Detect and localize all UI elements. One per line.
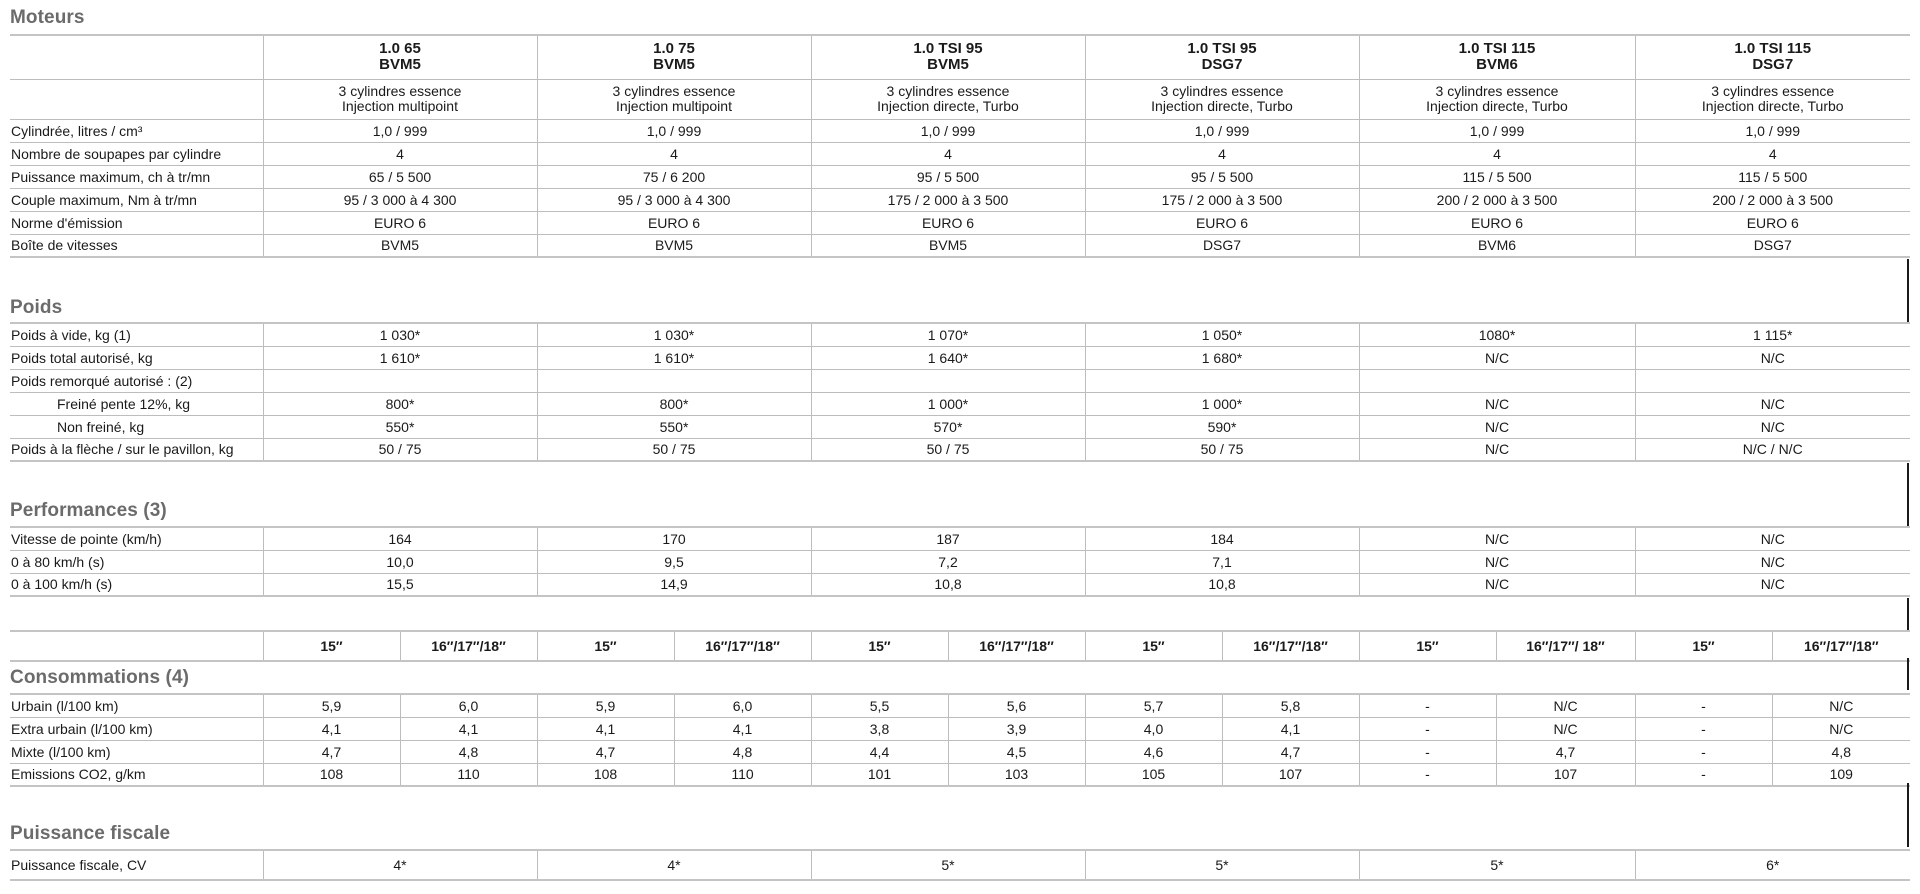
cell: 570* bbox=[811, 415, 1085, 438]
cell: - bbox=[1359, 763, 1496, 786]
cell: 1,0 / 999 bbox=[1635, 119, 1910, 142]
cell: N/C bbox=[1359, 550, 1635, 573]
cell: N/C bbox=[1496, 717, 1635, 740]
cell: N/C bbox=[1359, 438, 1635, 461]
engine-desc-row bbox=[10, 79, 1910, 119]
cell: 4,6 bbox=[1085, 740, 1222, 763]
engine-name: 1.0 TSI 95 bbox=[913, 40, 983, 58]
table-row bbox=[10, 850, 1910, 880]
cell: 4,1 bbox=[674, 717, 811, 740]
wheel-header: 16″/17″/18″ bbox=[1772, 631, 1910, 661]
table-row bbox=[10, 369, 1910, 392]
cell: N/C bbox=[1635, 392, 1910, 415]
cell: 50 / 75 bbox=[263, 438, 537, 461]
engine-desc-line: Injection directe, Turbo bbox=[877, 98, 1019, 114]
engine-desc-line: 3 cylindres essence bbox=[1435, 83, 1559, 99]
cell: 107 bbox=[1496, 763, 1635, 786]
cell: 7,1 bbox=[1085, 550, 1359, 573]
cell: 95 / 5 500 bbox=[1085, 165, 1359, 188]
table-row bbox=[10, 323, 1910, 346]
cell: 3,9 bbox=[948, 717, 1085, 740]
cell: 4,1 bbox=[537, 717, 674, 740]
cell: 110 bbox=[674, 763, 811, 786]
engine-desc-line: 3 cylindres essence bbox=[886, 83, 1010, 99]
engine-desc-line: Injection directe, Turbo bbox=[1426, 98, 1568, 114]
engine-header bbox=[263, 35, 537, 79]
cell bbox=[1635, 369, 1910, 392]
page-edge-line bbox=[1907, 598, 1909, 630]
cell: 800* bbox=[263, 392, 537, 415]
row-label: Poids total autorisé, kg bbox=[10, 346, 263, 369]
cell: 4 bbox=[1635, 142, 1910, 165]
fiscale-table bbox=[10, 849, 1910, 881]
engine-desc bbox=[1635, 79, 1910, 119]
cell: 1,0 / 999 bbox=[537, 119, 811, 142]
row-label: Puissance fiscale, CV bbox=[10, 850, 263, 880]
cell: EURO 6 bbox=[537, 211, 811, 234]
cell: BVM5 bbox=[537, 234, 811, 257]
row-label: Poids à la flèche / sur le pavillon, kg bbox=[10, 438, 263, 461]
wheel-header: 15″ bbox=[263, 631, 400, 661]
cell: N/C bbox=[1359, 573, 1635, 596]
cell: 1,0 / 999 bbox=[811, 119, 1085, 142]
cell: 95 / 3 000 à 4 300 bbox=[263, 188, 537, 211]
engine-desc-line: Injection directe, Turbo bbox=[1701, 98, 1844, 114]
cell: EURO 6 bbox=[1085, 211, 1359, 234]
cell: EURO 6 bbox=[1359, 211, 1635, 234]
cell: 6,0 bbox=[400, 694, 537, 717]
cell: 4 bbox=[811, 142, 1085, 165]
cell: 7,2 bbox=[811, 550, 1085, 573]
engine-header bbox=[1085, 35, 1359, 79]
cell bbox=[263, 369, 537, 392]
engine-name-row bbox=[10, 35, 1910, 79]
page-edge-line bbox=[1907, 463, 1909, 526]
cell: 109 bbox=[1772, 763, 1910, 786]
cell: 175 / 2 000 à 3 500 bbox=[1085, 188, 1359, 211]
engine-header bbox=[811, 35, 1085, 79]
cell: 108 bbox=[537, 763, 674, 786]
engine-name: 1.0 75 bbox=[653, 40, 695, 58]
table-row bbox=[10, 119, 1910, 142]
corner-cell bbox=[10, 35, 263, 79]
cell: 200 / 2 000 à 3 500 bbox=[1359, 188, 1635, 211]
cell: 10,0 bbox=[263, 550, 537, 573]
cell: EURO 6 bbox=[263, 211, 537, 234]
cell: DSG7 bbox=[1635, 234, 1910, 257]
engine-gearbox: BVM6 bbox=[1476, 56, 1518, 74]
engine-gearbox: BVM5 bbox=[379, 56, 421, 74]
section-title-consommations: Consommations (4) bbox=[10, 667, 190, 688]
cell: N/C bbox=[1635, 527, 1910, 550]
cell: 5,9 bbox=[263, 694, 400, 717]
row-label: Emissions CO2, g/km bbox=[10, 763, 263, 786]
poids-table bbox=[10, 322, 1910, 462]
row-label: Extra urbain (l/100 km) bbox=[10, 717, 263, 740]
cell: 1 640* bbox=[811, 346, 1085, 369]
page-edge-line bbox=[1907, 259, 1909, 323]
table-row bbox=[10, 165, 1910, 188]
page-edge-line bbox=[1907, 783, 1909, 847]
table-row bbox=[10, 211, 1910, 234]
cell bbox=[811, 369, 1085, 392]
consommations-table bbox=[10, 693, 1910, 787]
cell: BVM6 bbox=[1359, 234, 1635, 257]
table-row bbox=[10, 694, 1910, 717]
cell: 1 610* bbox=[263, 346, 537, 369]
cell: - bbox=[1635, 694, 1772, 717]
cell bbox=[1359, 369, 1635, 392]
cell: 101 bbox=[811, 763, 948, 786]
cell: 4* bbox=[263, 850, 537, 880]
cell: 5,7 bbox=[1085, 694, 1222, 717]
cell: DSG7 bbox=[1085, 234, 1359, 257]
table-row bbox=[10, 392, 1910, 415]
cell: BVM5 bbox=[811, 234, 1085, 257]
cell: 184 bbox=[1085, 527, 1359, 550]
page-edge-line bbox=[1907, 658, 1909, 690]
cell: N/C bbox=[1359, 527, 1635, 550]
wheel-header: 15″ bbox=[1085, 631, 1222, 661]
table-row bbox=[10, 438, 1910, 461]
corner-cell bbox=[10, 631, 263, 661]
cell: 4,8 bbox=[674, 740, 811, 763]
cell: 1,0 / 999 bbox=[1359, 119, 1635, 142]
row-label: Couple maximum, Nm à tr/mn bbox=[10, 188, 263, 211]
cell: 5,8 bbox=[1222, 694, 1359, 717]
engine-gearbox: DSG7 bbox=[1752, 56, 1794, 74]
cell: 4,4 bbox=[811, 740, 948, 763]
engine-desc bbox=[1085, 79, 1359, 119]
cell: N/C bbox=[1635, 550, 1910, 573]
cell: 4,0 bbox=[1085, 717, 1222, 740]
table-row bbox=[10, 717, 1910, 740]
engine-desc-line: 3 cylindres essence bbox=[1711, 83, 1835, 99]
engine-desc-line: 3 cylindres essence bbox=[612, 83, 736, 99]
cell: 115 / 5 500 bbox=[1359, 165, 1635, 188]
cell: - bbox=[1359, 740, 1496, 763]
cell: N/C bbox=[1635, 415, 1910, 438]
cell: EURO 6 bbox=[811, 211, 1085, 234]
cell: EURO 6 bbox=[1635, 211, 1910, 234]
cell: 103 bbox=[948, 763, 1085, 786]
cell: 164 bbox=[263, 527, 537, 550]
cell: 1 030* bbox=[263, 323, 537, 346]
row-label: Freiné pente 12%, kg bbox=[10, 392, 263, 415]
cell: 3,8 bbox=[811, 717, 948, 740]
cell: N/C bbox=[1359, 392, 1635, 415]
cell: N/C bbox=[1496, 694, 1635, 717]
cell: 95 / 3 000 à 4 300 bbox=[537, 188, 811, 211]
cell: 4,7 bbox=[263, 740, 400, 763]
row-label: 0 à 100 km/h (s) bbox=[10, 573, 263, 596]
cell: - bbox=[1635, 717, 1772, 740]
cell: 1 610* bbox=[537, 346, 811, 369]
section-title-performances: Performances (3) bbox=[10, 500, 167, 521]
cell: 75 / 6 200 bbox=[537, 165, 811, 188]
cell: 6* bbox=[1635, 850, 1910, 880]
row-label: Nombre de soupapes par cylindre bbox=[10, 142, 263, 165]
wheel-header: 15″ bbox=[811, 631, 948, 661]
cell: N/C bbox=[1772, 694, 1910, 717]
cell: 4,8 bbox=[400, 740, 537, 763]
cell: 1 680* bbox=[1085, 346, 1359, 369]
cell: 1 000* bbox=[811, 392, 1085, 415]
engine-desc bbox=[811, 79, 1085, 119]
engine-name: 1.0 TSI 115 bbox=[1458, 40, 1536, 58]
engine-desc-line: 3 cylindres essence bbox=[1160, 83, 1284, 99]
cell: 550* bbox=[537, 415, 811, 438]
engine-desc-line: Injection multipoint bbox=[616, 98, 732, 114]
engine-gearbox: BVM5 bbox=[653, 56, 695, 74]
cell: 95 / 5 500 bbox=[811, 165, 1085, 188]
row-label: Puissance maximum, ch à tr/mn bbox=[10, 165, 263, 188]
cell: - bbox=[1359, 694, 1496, 717]
cell: 4,7 bbox=[1222, 740, 1359, 763]
wheel-header: 16″/17″/18″ bbox=[400, 631, 537, 661]
engine-gearbox: DSG7 bbox=[1201, 56, 1243, 74]
cell: 1,0 / 999 bbox=[1085, 119, 1359, 142]
cell: - bbox=[1359, 717, 1496, 740]
row-label: Mixte (l/100 km) bbox=[10, 740, 263, 763]
cell bbox=[1085, 369, 1359, 392]
table-row bbox=[10, 415, 1910, 438]
cell: 4 bbox=[537, 142, 811, 165]
cell: 5* bbox=[1359, 850, 1635, 880]
cell: 1 030* bbox=[537, 323, 811, 346]
cell: 200 / 2 000 à 3 500 bbox=[1635, 188, 1910, 211]
table-row bbox=[10, 573, 1910, 596]
cell: 4,7 bbox=[1496, 740, 1635, 763]
row-label: Poids à vide, kg (1) bbox=[10, 323, 263, 346]
cell: 6,0 bbox=[674, 694, 811, 717]
engine-desc bbox=[1359, 79, 1635, 119]
table-row bbox=[10, 346, 1910, 369]
cell: N/C bbox=[1635, 346, 1910, 369]
cell: 4,1 bbox=[1222, 717, 1359, 740]
engine-name: 1.0 TSI 95 bbox=[1187, 40, 1257, 58]
table-row bbox=[10, 188, 1910, 211]
cell: 108 bbox=[263, 763, 400, 786]
table-row bbox=[10, 142, 1910, 165]
cell: 50 / 75 bbox=[1085, 438, 1359, 461]
cell: 5,6 bbox=[948, 694, 1085, 717]
section-title-moteurs: Moteurs bbox=[10, 7, 85, 28]
cell: 4 bbox=[1085, 142, 1359, 165]
cell: 4 bbox=[263, 142, 537, 165]
table-row bbox=[10, 234, 1910, 257]
cell: 187 bbox=[811, 527, 1085, 550]
cell: 4 bbox=[1359, 142, 1635, 165]
cell: 1 115* bbox=[1635, 323, 1910, 346]
cell: 800* bbox=[537, 392, 811, 415]
cell: 9,5 bbox=[537, 550, 811, 573]
wheel-header: 15″ bbox=[537, 631, 674, 661]
table-row bbox=[10, 550, 1910, 573]
table-row bbox=[10, 527, 1910, 550]
cell: 105 bbox=[1085, 763, 1222, 786]
cell: BVM5 bbox=[263, 234, 537, 257]
wheel-header: 16″/17″/18″ bbox=[1222, 631, 1359, 661]
table-row bbox=[10, 763, 1910, 786]
cell: 110 bbox=[400, 763, 537, 786]
performances-table bbox=[10, 526, 1910, 597]
wheel-header: 16″/17″/ 18″ bbox=[1496, 631, 1635, 661]
engine-desc-line: Injection multipoint bbox=[342, 98, 458, 114]
row-label: 0 à 80 km/h (s) bbox=[10, 550, 263, 573]
engine-desc-line: 3 cylindres essence bbox=[338, 83, 462, 99]
cell: 5,9 bbox=[537, 694, 674, 717]
row-label: Non freiné, kg bbox=[10, 415, 263, 438]
wheel-header: 16″/17″/18″ bbox=[674, 631, 811, 661]
engine-name: 1.0 TSI 115 bbox=[1734, 40, 1812, 58]
wheel-header: 15″ bbox=[1359, 631, 1496, 661]
engine-desc-line: Injection directe, Turbo bbox=[1151, 98, 1293, 114]
engine-header bbox=[1635, 35, 1910, 79]
row-label: Poids remorqué autorisé : (2) bbox=[10, 369, 263, 392]
engine-header bbox=[1359, 35, 1635, 79]
cell: 1 070* bbox=[811, 323, 1085, 346]
cell: 4,1 bbox=[400, 717, 537, 740]
cell: 1080* bbox=[1359, 323, 1635, 346]
cell: 4,8 bbox=[1772, 740, 1910, 763]
cell: 4,1 bbox=[263, 717, 400, 740]
cell: 1 000* bbox=[1085, 392, 1359, 415]
cell: N/C bbox=[1359, 415, 1635, 438]
cell: 10,8 bbox=[811, 573, 1085, 596]
cell: 14,9 bbox=[537, 573, 811, 596]
cell: 107 bbox=[1222, 763, 1359, 786]
engine-gearbox: BVM5 bbox=[927, 56, 969, 74]
cell: 10,8 bbox=[1085, 573, 1359, 596]
cell: N/C bbox=[1772, 717, 1910, 740]
cell: - bbox=[1635, 763, 1772, 786]
corner-cell bbox=[10, 79, 263, 119]
engine-header bbox=[537, 35, 811, 79]
wheel-size-header bbox=[10, 630, 1910, 662]
cell bbox=[537, 369, 811, 392]
section-title-puissance-fiscale: Puissance fiscale bbox=[10, 823, 171, 844]
row-label: Urbain (l/100 km) bbox=[10, 694, 263, 717]
cell: - bbox=[1635, 740, 1772, 763]
cell: 50 / 75 bbox=[537, 438, 811, 461]
wheel-header: 16″/17″/18″ bbox=[948, 631, 1085, 661]
cell: 170 bbox=[537, 527, 811, 550]
cell: 590* bbox=[1085, 415, 1359, 438]
moteurs-table bbox=[10, 34, 1910, 258]
cell: 4* bbox=[537, 850, 811, 880]
cell: 550* bbox=[263, 415, 537, 438]
section-title-poids: Poids bbox=[10, 297, 63, 318]
row-label: Boîte de vitesses bbox=[10, 234, 263, 257]
cell: 1,0 / 999 bbox=[263, 119, 537, 142]
row-label: Vitesse de pointe (km/h) bbox=[10, 527, 263, 550]
wheel-header-row bbox=[10, 631, 1910, 661]
cell: 175 / 2 000 à 3 500 bbox=[811, 188, 1085, 211]
cell: 15,5 bbox=[263, 573, 537, 596]
row-label: Norme d'émission bbox=[10, 211, 263, 234]
cell: N/C bbox=[1359, 346, 1635, 369]
wheel-header: 15″ bbox=[1635, 631, 1772, 661]
cell: 4,5 bbox=[948, 740, 1085, 763]
cell: N/C bbox=[1635, 573, 1910, 596]
row-label: Cylindrée, litres / cm³ bbox=[10, 119, 263, 142]
cell: N/C / N/C bbox=[1635, 438, 1910, 461]
table-row bbox=[10, 740, 1910, 763]
cell: 5* bbox=[1085, 850, 1359, 880]
cell: 50 / 75 bbox=[811, 438, 1085, 461]
cell: 1 050* bbox=[1085, 323, 1359, 346]
engine-name: 1.0 65 bbox=[379, 40, 421, 58]
cell: 65 / 5 500 bbox=[263, 165, 537, 188]
cell: 5,5 bbox=[811, 694, 948, 717]
cell: 4,7 bbox=[537, 740, 674, 763]
cell: 115 / 5 500 bbox=[1635, 165, 1910, 188]
cell: 5* bbox=[811, 850, 1085, 880]
engine-desc bbox=[263, 79, 537, 119]
engine-desc bbox=[537, 79, 811, 119]
